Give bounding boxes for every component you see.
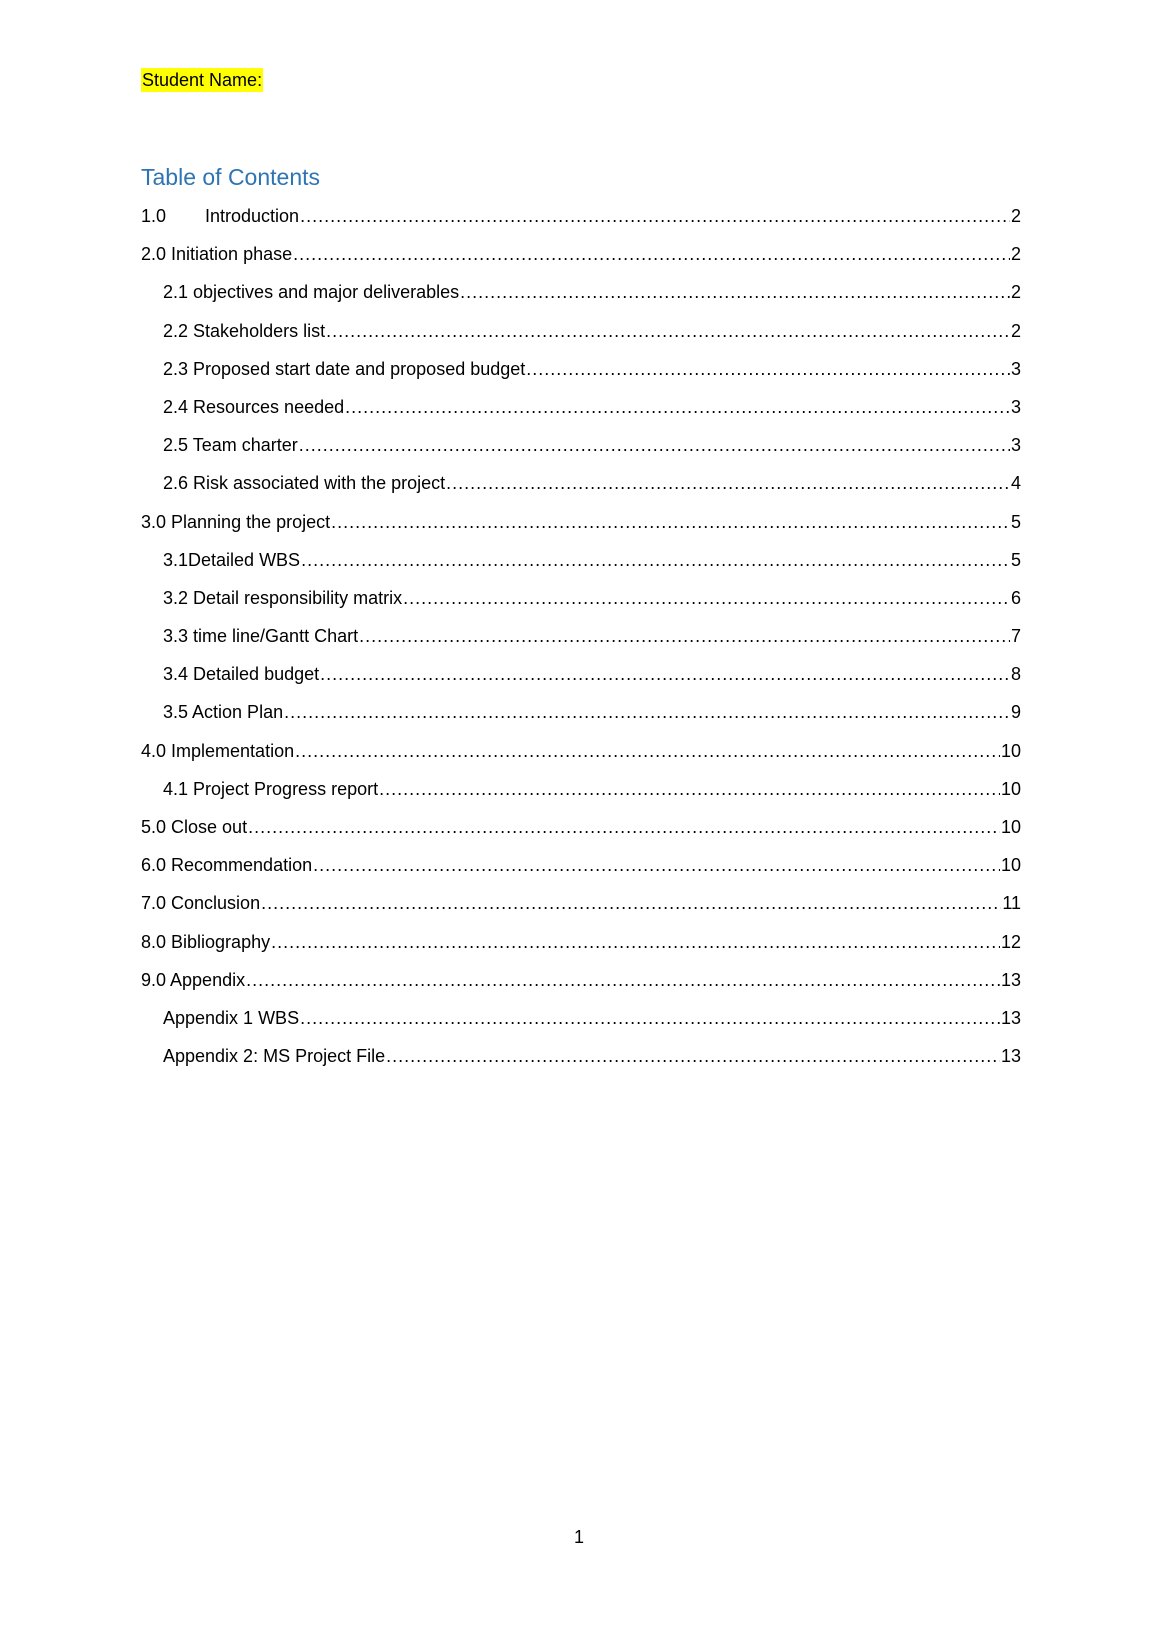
toc-entry-title: 3.0 Planning the project xyxy=(141,511,331,532)
toc-dot-leader xyxy=(284,700,1010,724)
toc-entry-title: 2.6 Risk associated with the project xyxy=(163,473,446,494)
table-of-contents xyxy=(141,204,1021,1082)
toc-dot-leader xyxy=(246,968,1000,992)
toc-entry[interactable] xyxy=(141,357,1021,395)
toc-dot-leader xyxy=(313,853,1000,877)
toc-entry-page: 5 xyxy=(1010,511,1021,532)
toc-dot-leader xyxy=(460,280,1010,304)
toc-entry-title: 2.0 Initiation phase xyxy=(141,244,293,265)
toc-entry[interactable] xyxy=(141,662,1021,700)
toc-entry-title: 2.1 objectives and major deliverables xyxy=(163,282,460,303)
toc-dot-leader xyxy=(386,1044,1000,1068)
toc-entry-title: 8.0 Bibliography xyxy=(141,931,271,952)
toc-entry-page: 6 xyxy=(1010,587,1021,608)
toc-entry[interactable] xyxy=(141,586,1021,624)
toc-dot-leader xyxy=(331,510,1010,534)
toc-entry[interactable] xyxy=(141,433,1021,471)
toc-entry-page: 5 xyxy=(1010,549,1021,570)
toc-entry[interactable] xyxy=(141,891,1021,929)
toc-entry[interactable] xyxy=(141,968,1021,1006)
toc-entry-title: Appendix 1 WBS xyxy=(163,1007,300,1028)
toc-entry-page: 10 xyxy=(1000,740,1021,761)
toc-dot-leader xyxy=(326,319,1010,343)
toc-entry-title: 2.5 Team charter xyxy=(163,435,298,456)
toc-entry-title: Introduction xyxy=(205,206,300,226)
toc-entry-page: 2 xyxy=(1010,244,1021,265)
toc-entry-number: 1.0 xyxy=(141,206,167,226)
toc-entry-title: 4.1 Project Progress report xyxy=(163,778,379,799)
page-number: 1 xyxy=(573,1527,584,1547)
toc-entry[interactable] xyxy=(141,1006,1021,1044)
toc-entry-title: 5.0 Close out xyxy=(141,817,248,837)
toc-entry-title: 3.4 Detailed budget xyxy=(163,664,320,685)
toc-entry-title: 9.0 Appendix xyxy=(141,969,246,990)
toc-entry-page: 11 xyxy=(1002,893,1021,914)
toc-dot-leader xyxy=(526,357,1010,381)
toc-dot-leader xyxy=(300,1006,1000,1030)
toc-dot-leader xyxy=(248,815,1000,839)
toc-entry-page: 2 xyxy=(1010,282,1021,303)
toc-entry-title: 2.2 Stakeholders list xyxy=(163,320,326,341)
toc-entry-title: 7.0 Conclusion xyxy=(141,893,261,914)
toc-entry-title: Appendix 2: MS Project File xyxy=(163,1046,386,1067)
toc-entry-page: 8 xyxy=(1010,664,1021,685)
toc-dot-leader xyxy=(299,433,1010,457)
toc-dot-leader xyxy=(359,624,1010,648)
toc-entry-page: 2 xyxy=(1010,206,1021,226)
toc-dot-leader xyxy=(295,739,1000,763)
toc-entry[interactable] xyxy=(141,777,1021,815)
toc-entry[interactable] xyxy=(141,739,1021,777)
toc-entry-title: 6.0 Recommendation xyxy=(141,855,313,876)
toc-entry-page: 4 xyxy=(1010,473,1021,494)
toc-entry-page: 9 xyxy=(1010,702,1021,723)
student-name-label: Student Name: xyxy=(142,70,263,90)
toc-entry-page: 7 xyxy=(1010,626,1021,647)
toc-entry[interactable] xyxy=(141,930,1021,968)
toc-entry-page: 3 xyxy=(1010,435,1021,456)
toc-entry[interactable] xyxy=(141,242,1021,280)
toc-entry-page: 3 xyxy=(1010,396,1021,417)
toc-entry-title: 4.0 Implementation xyxy=(141,740,295,761)
toc-entry[interactable] xyxy=(141,815,1021,853)
toc-dot-leader xyxy=(261,891,1001,915)
toc-entry-page: 3 xyxy=(1010,358,1021,379)
toc-entry-title: 3.5 Action Plan xyxy=(163,702,284,723)
toc-entry-title: 3.1Detailed WBS xyxy=(163,549,301,570)
toc-entry[interactable] xyxy=(141,548,1021,586)
toc-dot-leader xyxy=(301,548,1010,572)
toc-dot-leader xyxy=(446,471,1010,495)
toc-entry[interactable] xyxy=(141,1044,1021,1082)
toc-entry-page: 2 xyxy=(1010,320,1021,341)
toc-entry-page: 13 xyxy=(1000,1046,1021,1067)
toc-dot-leader xyxy=(379,777,1000,801)
toc-dot-leader xyxy=(271,930,1000,954)
toc-entry[interactable] xyxy=(141,280,1021,318)
toc-entry[interactable] xyxy=(141,624,1021,662)
toc-entry[interactable] xyxy=(141,395,1021,433)
toc-entry[interactable] xyxy=(141,853,1021,891)
toc-entry[interactable] xyxy=(141,319,1021,357)
toc-entry-title: 3.3 time line/Gantt Chart xyxy=(163,626,359,647)
toc-entry[interactable] xyxy=(141,700,1021,738)
toc-dot-leader xyxy=(320,662,1010,686)
toc-dot-leader xyxy=(403,586,1010,610)
toc-entry-page: 10 xyxy=(1000,778,1021,799)
toc-entry[interactable] xyxy=(141,471,1021,509)
toc-entry-page: 10 xyxy=(1000,817,1021,837)
toc-entry-page: 12 xyxy=(1000,931,1021,952)
toc-heading: Table of Contents xyxy=(141,164,321,190)
toc-entry[interactable] xyxy=(141,204,1021,242)
toc-entry-page: 10 xyxy=(1000,855,1021,876)
toc-entry-title: 2.4 Resources needed xyxy=(163,396,345,417)
toc-entry-title: 2.3 Proposed start date and proposed budget xyxy=(163,358,526,379)
toc-dot-leader xyxy=(293,242,1010,266)
toc-dot-leader xyxy=(300,204,1010,228)
toc-entry-page: 13 xyxy=(1000,969,1021,990)
toc-entry-page: 13 xyxy=(1000,1007,1021,1028)
toc-entry[interactable] xyxy=(141,510,1021,548)
toc-entry-title: 3.2 Detail responsibility matrix xyxy=(163,587,403,608)
toc-dot-leader xyxy=(345,395,1010,419)
